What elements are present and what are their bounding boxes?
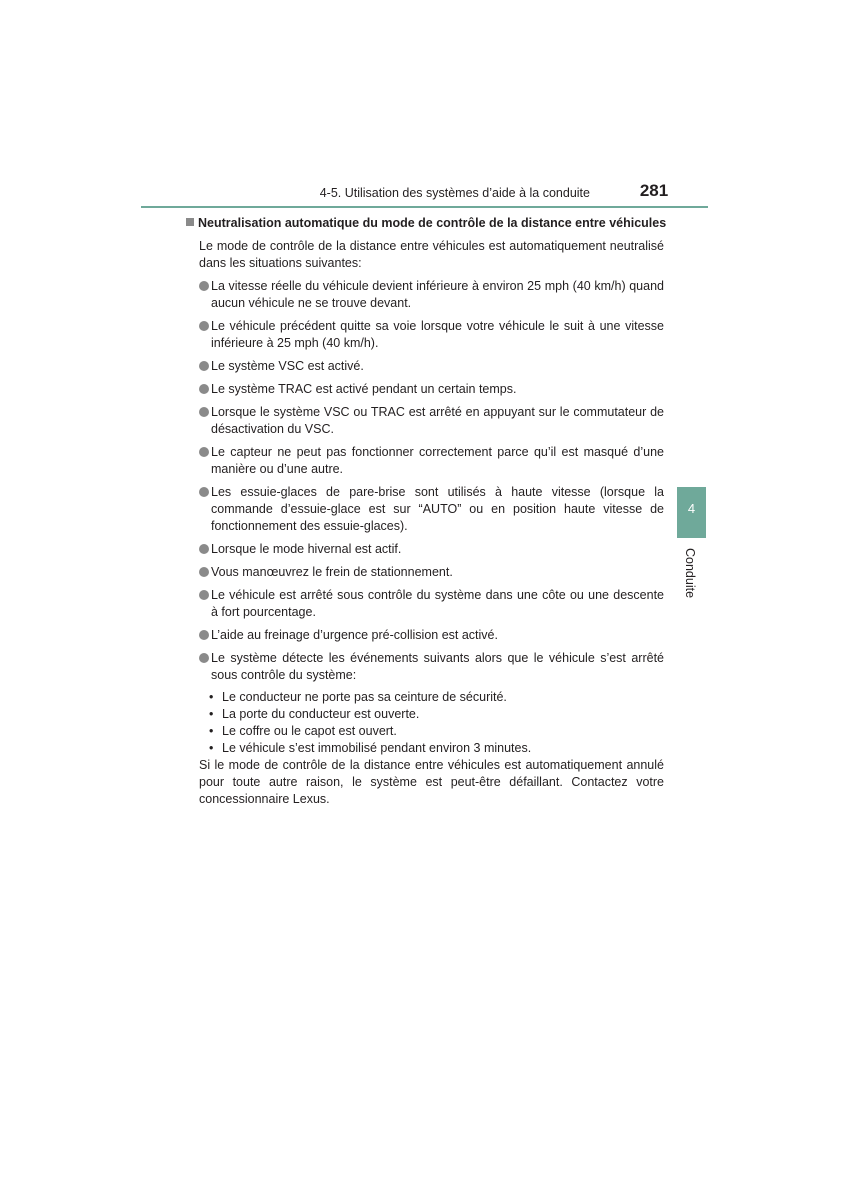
list-item (199, 358, 664, 375)
sub-list-item-text: Le coffre ou le capot est ouvert. (222, 724, 397, 738)
list-item-text: Le véhicule précédent quitte sa voie lorsque votre véhicule le suit à une vitesse inférieure à 25 mph (40 km/h). (211, 319, 664, 350)
circle-bullet-icon (199, 630, 209, 640)
sub-list-item-text: La porte du conducteur est ouverte. (222, 707, 420, 721)
list-item-text: Le système détecte les événements suivants alors que le véhicule s’est arrêté sous contrôle du système: (211, 651, 664, 682)
circle-bullet-icon (199, 321, 209, 331)
page-number: 281 (639, 181, 669, 200)
list-item-text: Le capteur ne peut pas fonctionner correctement parce qu’il est masqué d’une manière ou d’une autre. (211, 445, 664, 476)
closing-paragraph: Si le mode de contrôle de la distance entre véhicules est automatiquement annulé pour toute autre raison, le système est peut-être défaillant. Contactez votre concessionnaire Lexus. (199, 758, 664, 806)
list-item (199, 444, 664, 478)
circle-bullet-icon (199, 590, 209, 600)
list-item (199, 484, 664, 535)
sub-list-item-text: Le conducteur ne porte pas sa ceinture de sécurité. (222, 690, 507, 704)
circle-bullet-icon (199, 407, 209, 417)
dot-bullet-icon: • (209, 690, 214, 704)
circle-bullet-icon (199, 544, 209, 554)
list-item (199, 404, 664, 438)
list-item (199, 541, 664, 558)
list-item-text: Le système TRAC est activé pendant un certain temps. (211, 382, 517, 396)
list-item-text: Les essuie-glaces de pare-brise sont utilisés à haute vitesse (lorsque la commande d’essuie-glace est sur “AUTO” ou en position haute vitesse de fonctionnement des essuie-glaces). (211, 485, 664, 533)
circle-bullet-icon (199, 653, 209, 663)
dot-bullet-icon: • (209, 724, 214, 738)
list-item-text: Vous manœuvrez le frein de stationnement. (211, 565, 453, 579)
dot-bullet-icon: • (209, 741, 214, 755)
circle-bullet-icon (199, 447, 209, 457)
sub-list-item (209, 706, 419, 723)
list-item (199, 627, 664, 644)
sub-list-item (209, 689, 507, 706)
list-item (199, 278, 664, 312)
list-item (199, 587, 664, 621)
list-item-text: L’aide au freinage d’urgence pré-collision est activé. (211, 628, 498, 642)
circle-bullet-icon (199, 361, 209, 371)
sub-list-item-text: Le véhicule s’est immobilisé pendant environ 3 minutes. (222, 741, 532, 755)
list-item (199, 318, 664, 352)
circle-bullet-icon (199, 567, 209, 577)
intro-paragraph: Le mode de contrôle de la distance entre véhicules est automatiquement neutralisé dans les situations suivantes: (199, 239, 664, 270)
circle-bullet-icon (199, 487, 209, 497)
circle-bullet-icon (199, 384, 209, 394)
list-item-text: Lorsque le système VSC ou TRAC est arrêté en appuyant sur le commutateur de désactivation du VSC. (211, 405, 664, 436)
sub-list-item (209, 740, 531, 757)
circle-bullet-icon (199, 281, 209, 291)
list-item-text: La vitesse réelle du véhicule devient inférieure à environ 25 mph (40 km/h) quand aucun véhicule ne se trouve devant. (211, 279, 664, 310)
header-divider (141, 206, 708, 208)
list-item-text: Lorsque le mode hivernal est actif. (211, 542, 402, 556)
square-bullet-icon (186, 218, 194, 226)
section-heading (186, 215, 666, 232)
list-item-text: Le système VSC est activé. (211, 359, 364, 373)
dot-bullet-icon: • (209, 707, 214, 721)
sub-list-item (209, 723, 397, 740)
header-section-title: 4-5. Utilisation des systèmes d’aide à la conduite (319, 186, 590, 200)
chapter-label: Conduite (683, 548, 697, 599)
list-item-text: Le véhicule est arrêté sous contrôle du système dans une côte ou une descente à fort pourcentage. (211, 588, 664, 619)
chapter-number-tab: 4 (677, 487, 706, 538)
list-item (199, 650, 664, 684)
section-heading-text: Neutralisation automatique du mode de contrôle de la distance entre véhicules (198, 216, 667, 230)
list-item (199, 381, 664, 398)
list-item (199, 564, 664, 581)
